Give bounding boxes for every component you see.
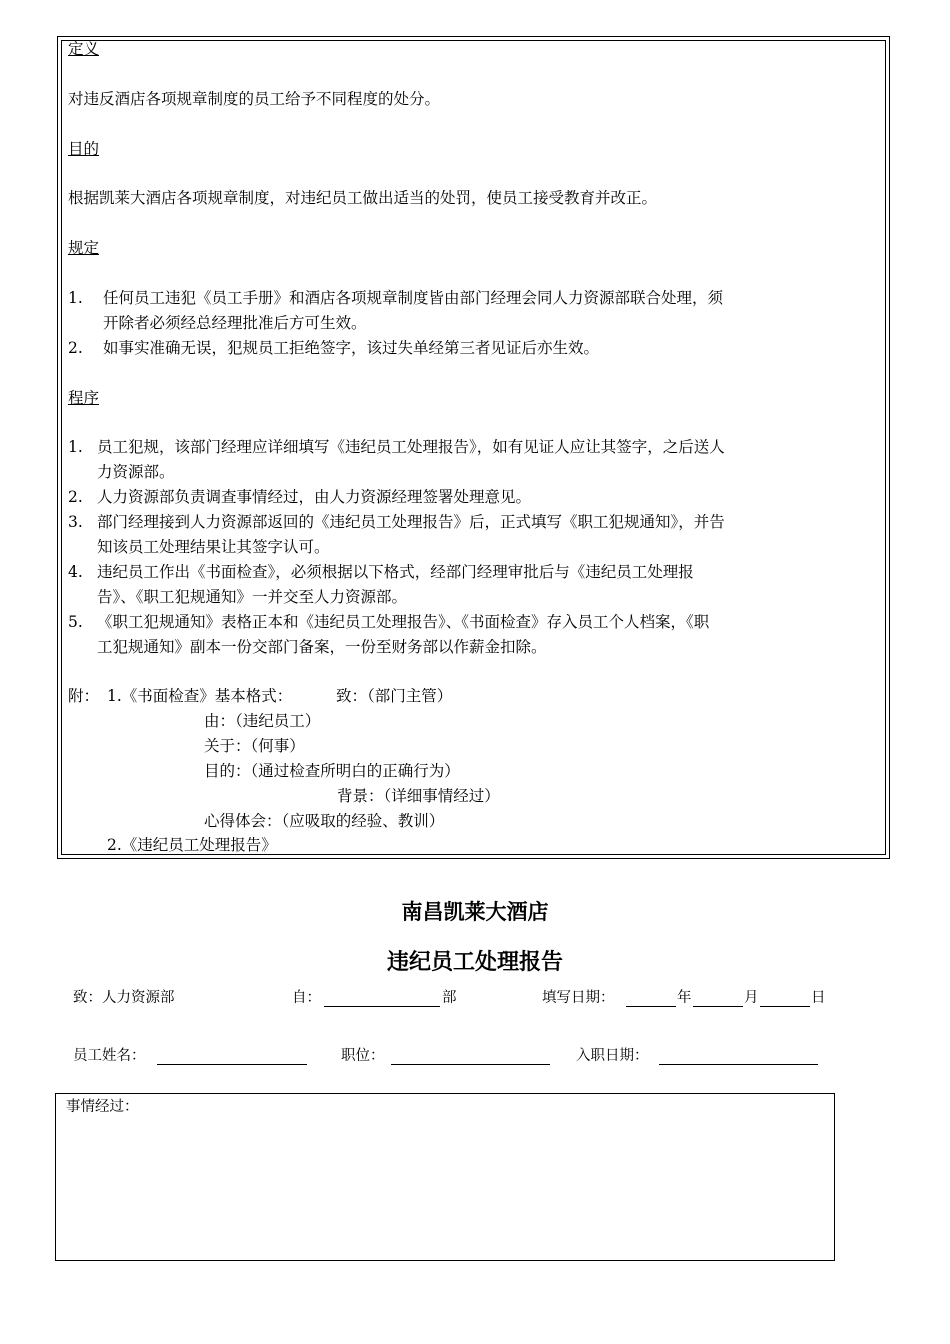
- join-date-label: 入职日期：: [576, 1048, 649, 1064]
- appendix-item2: 2.《违纪员工处理报告》: [107, 836, 277, 854]
- procedure-line: 《职工犯规通知》表格正本和《违纪员工处理报告》、《书面检查》存入员工个人档案，《职: [97, 613, 710, 631]
- appendix-about: 关于：（何事）: [204, 737, 305, 755]
- rule-line: 如事实准确无误，犯规员工拒绝签字，该过失单经第三者见证后亦生效。: [103, 339, 600, 357]
- procedure-number: 1.: [68, 438, 83, 456]
- month-label: 月: [744, 990, 759, 1006]
- name-label: 员工姓名：: [73, 1048, 146, 1064]
- rule-number: 1.: [68, 289, 83, 307]
- procedure-number: 3.: [68, 513, 83, 531]
- procedure-heading: 程序: [68, 389, 100, 407]
- procedure-line: 知该员工处理结果让其签字认可。: [97, 538, 330, 556]
- position-label: 职位：: [341, 1048, 385, 1064]
- form-title: 违纪员工处理报告: [386, 950, 563, 975]
- incident-box[interactable]: [55, 1093, 835, 1261]
- join-date-field[interactable]: [659, 1064, 818, 1065]
- appendix-from: 由：（违纪员工）: [204, 712, 321, 730]
- procedure-line: 员工犯规，该部门经理应详细填写《违纪员工处理报告》，如有见证人应让其签字，之后送人: [97, 438, 725, 456]
- definition-heading: 定义: [68, 40, 100, 58]
- procedure-number: 2.: [68, 488, 83, 506]
- date-label: 填写日期：: [542, 990, 615, 1006]
- appendix-item1: 1.《书面检查》基本格式：: [107, 687, 293, 705]
- rule-line: 开除者必须经总经理批准后方可生效。: [103, 314, 367, 332]
- procedure-number: 4.: [68, 563, 83, 581]
- month-field[interactable]: [693, 1006, 743, 1007]
- appendix-lessons: 心得体会：（应吸取的经验、教训）: [204, 812, 445, 830]
- definition-text: 对违反酒店各项规章制度的员工给予不同程度的处分。: [68, 90, 441, 108]
- rules-heading: 规定: [68, 239, 100, 257]
- procedure-line: 工犯规通知》副本一份交部门备案，一份至财务部以作薪金扣除。: [97, 638, 547, 656]
- appendix-label: 附：: [68, 687, 100, 705]
- department-field[interactable]: [324, 1006, 440, 1007]
- incident-label: 事情经过：: [66, 1099, 139, 1115]
- year-label: 年: [677, 990, 692, 1006]
- procedure-number: 5.: [68, 613, 83, 631]
- from-label: 自：: [292, 990, 321, 1006]
- procedure-line: 力资源部。: [97, 463, 175, 481]
- hotel-name: 南昌凯莱大酒店: [401, 900, 549, 924]
- dept-suffix: 部: [442, 990, 457, 1006]
- procedure-line: 告》、《职工犯规通知》一并交至人力资源部。: [97, 588, 408, 606]
- day-label: 日: [811, 990, 826, 1006]
- to-label: 致：人力资源部: [73, 990, 175, 1006]
- purpose-text: 根据凯莱大酒店各项规章制度，对违纪员工做出适当的处罚，使员工接受教育并改正。: [68, 189, 658, 207]
- rule-line: 任何员工违犯《员工手册》和酒店各项规章制度皆由部门经理会同人力资源部联合处理，须: [103, 289, 724, 307]
- position-field[interactable]: [391, 1064, 550, 1065]
- appendix-goal: 目的：（通过检查所明白的正确行为）: [204, 762, 460, 780]
- procedure-line: 人力资源部负责调查事情经过，由人力资源经理签署处理意见。: [97, 488, 532, 506]
- appendix-to: 致：（部门主管）: [336, 687, 453, 705]
- procedure-line: 部门经理接到人力资源部返回的《违纪员工处理报告》后，正式填写《职工犯规通知》，并告: [97, 513, 725, 531]
- rule-number: 2.: [68, 339, 83, 357]
- year-field[interactable]: [626, 1006, 676, 1007]
- appendix-background: 背景：（详细事情经过）: [337, 787, 500, 805]
- procedure-line: 违纪员工作出《书面检查》，必须根据以下格式，经部门经理审批后与《违纪员工处理报: [97, 563, 694, 581]
- purpose-heading: 目的: [68, 140, 100, 158]
- day-field[interactable]: [760, 1006, 810, 1007]
- employee-name-field[interactable]: [157, 1064, 307, 1065]
